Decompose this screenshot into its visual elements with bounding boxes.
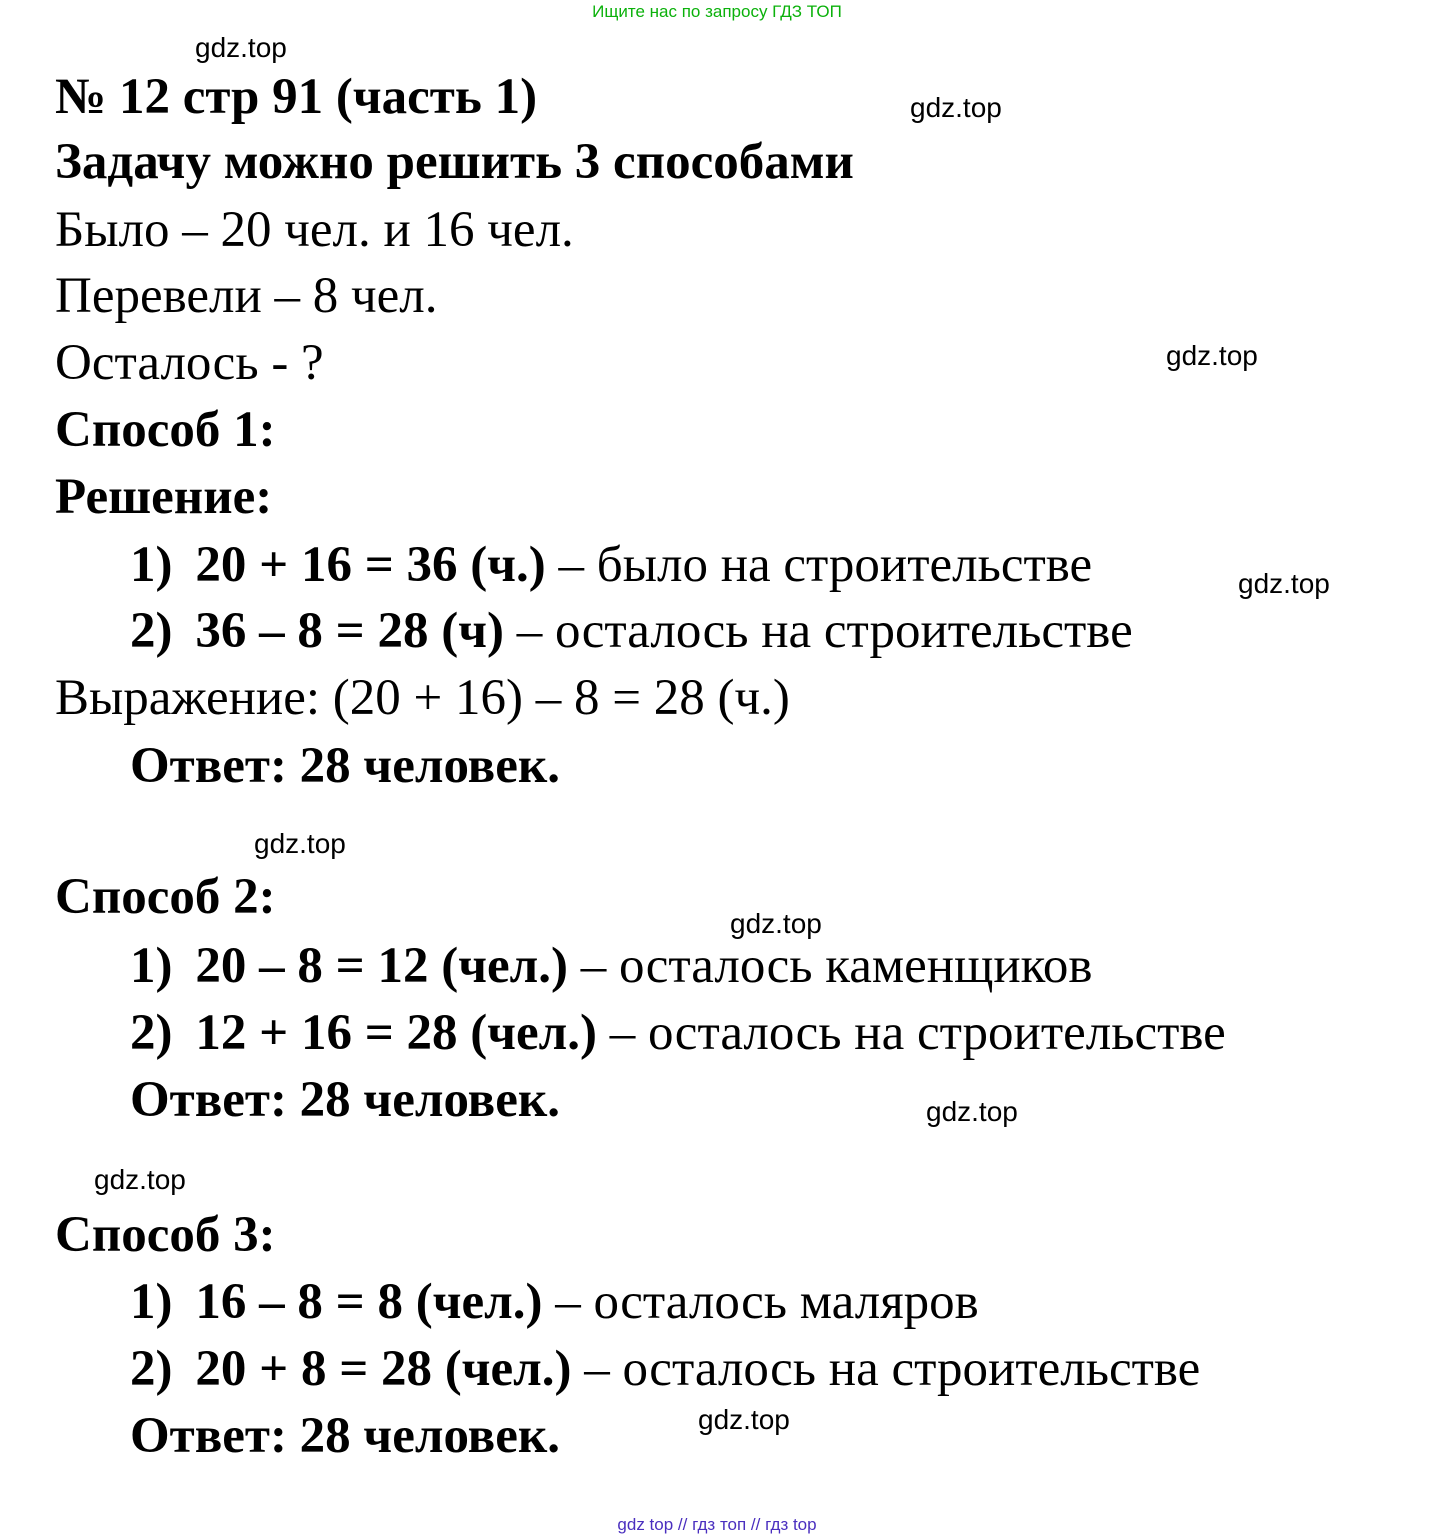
solution-step: [130, 1274, 979, 1330]
watermark: gdz.top: [910, 92, 1002, 123]
page-subtitle: Задачу можно решить 3 способами: [55, 134, 854, 190]
step-number: 2): [130, 1341, 173, 1397]
step-note: – осталось на строительстве: [597, 1005, 1226, 1061]
watermark: gdz.top: [94, 1164, 186, 1195]
method-heading: Способ 2:: [55, 869, 276, 925]
step-note: – осталось на строительстве: [503, 603, 1133, 659]
step-note: – было на строительстве: [545, 537, 1093, 593]
step-expression: 36 – 8 = 28 (ч): [195, 603, 504, 659]
step-expression: 20 + 16 = 36 (ч.): [195, 537, 546, 593]
step-expression: 20 – 8 = 12 (чел.): [195, 938, 568, 994]
solution-step: [130, 938, 1093, 994]
watermark: gdz.top: [698, 1404, 790, 1435]
solution-step: [130, 603, 1133, 659]
step-note: – осталось на строительстве: [571, 1341, 1201, 1397]
footer-links[interactable]: gdz top // гдз топ // гдз top: [617, 1515, 817, 1534]
top-banner: Ищите нас по запросу ГДЗ ТОП: [592, 2, 842, 21]
watermark: gdz.top: [926, 1096, 1018, 1127]
answer-line: Ответ: 28 человек.: [130, 738, 560, 794]
expression-line: Выражение: (20 + 16) – 8 = 28 (ч.): [55, 670, 790, 726]
solution-label: Решение:: [55, 469, 273, 525]
step-number: 2): [130, 603, 173, 659]
watermark: gdz.top: [254, 828, 346, 859]
watermark: gdz.top: [1166, 340, 1258, 371]
step-number: 1): [130, 537, 173, 593]
watermark: gdz.top: [730, 908, 822, 939]
step-note: – осталось каменщиков: [567, 938, 1093, 994]
step-expression: 20 + 8 = 28 (чел.): [195, 1341, 572, 1397]
step-expression: 16 – 8 = 8 (чел.): [195, 1274, 543, 1330]
answer-line: Ответ: 28 человек.: [130, 1408, 560, 1464]
given-line: Перевели – 8 чел.: [55, 268, 438, 324]
step-number: 1): [130, 938, 173, 994]
solution-step: [130, 1005, 1226, 1061]
step-note: – осталось маляров: [542, 1274, 979, 1330]
solution-step: [130, 1341, 1201, 1397]
watermark: gdz.top: [195, 32, 287, 63]
method-heading: Способ 3:: [55, 1207, 276, 1263]
solution-step: [130, 537, 1093, 593]
method-heading: Способ 1:: [55, 402, 276, 458]
step-number: 2): [130, 1005, 173, 1061]
answer-line: Ответ: 28 человек.: [130, 1072, 560, 1128]
watermark: gdz.top: [1238, 568, 1330, 599]
given-line: Было – 20 чел. и 16 чел.: [55, 202, 574, 258]
given-line: Осталось - ?: [55, 335, 324, 391]
step-number: 1): [130, 1274, 173, 1330]
page-title: № 12 стр 91 (часть 1): [55, 69, 538, 125]
step-expression: 12 + 16 = 28 (чел.): [195, 1005, 598, 1061]
